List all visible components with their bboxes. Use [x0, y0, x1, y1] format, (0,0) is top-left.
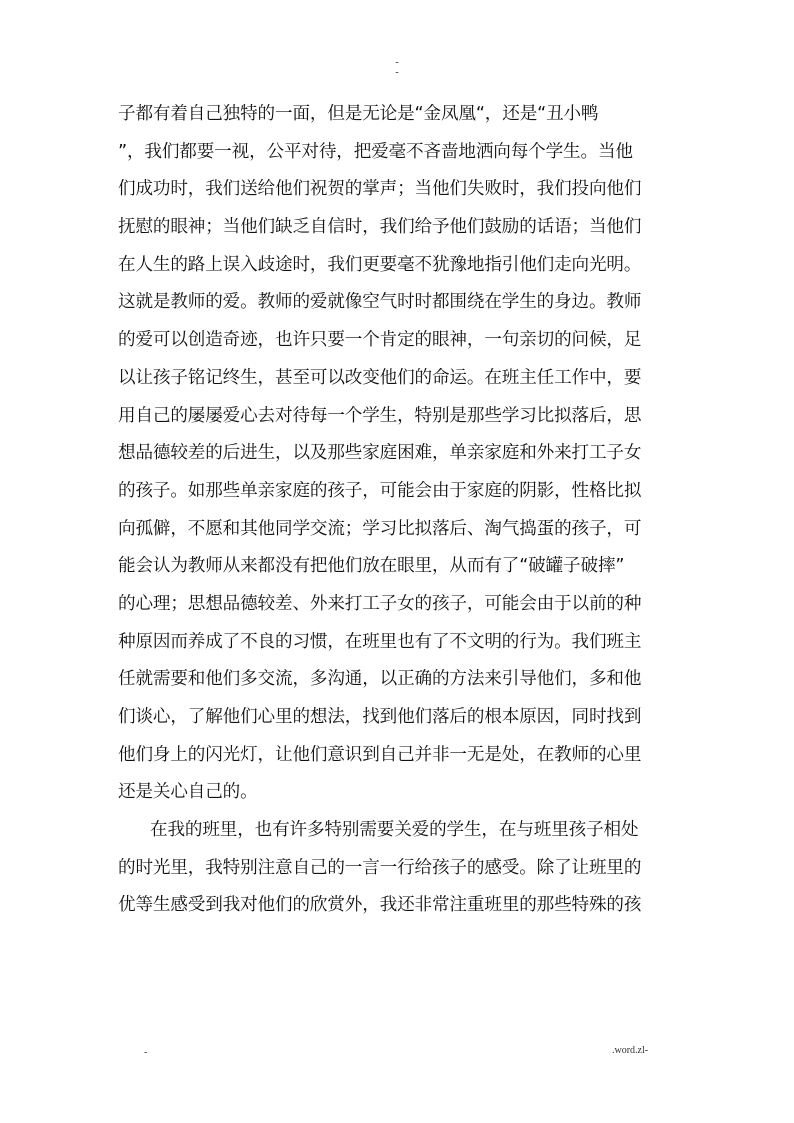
- footer-watermark: .word.zl-: [612, 1045, 649, 1056]
- document-body: [118, 96, 676, 925]
- text-line: 能会认为教师从来都没有把他们放在眼里，从而有了“破罐子破摔”: [118, 556, 625, 577]
- text-line: ”，我们都要一视，公平对待，把爱毫不吝啬地洒向每个学生。当他: [118, 141, 633, 162]
- text-line: 他们身上的闪光灯，让他们意识到自己并非一无是处，在教师的心里: [118, 744, 642, 765]
- text-line: 想品德较差的后进生，以及那些家庭困难，单亲家庭和外来打工子女: [118, 443, 642, 464]
- text-line: 这就是教师的爱。教师的爱就像空气时时都围绕在学生的身边。教师: [118, 292, 642, 313]
- footer-left-mark: -: [144, 1047, 148, 1058]
- text-line: 的时光里，我特别注意自己的一言一行给孩子的感受。除了让班里的: [118, 857, 642, 878]
- text-line: 的孩子。如那些单亲家庭的孩子，可能会由于家庭的阴影，性格比拟: [118, 480, 642, 501]
- text-line: 种原因而养成了不良的习惯，在班里也有了不文明的行为。我们班主: [118, 631, 642, 652]
- text-line: 任就需要和他们多交流，多沟通，以正确的方法来引导他们，多和他: [118, 669, 642, 690]
- text-line: 的心理；思想品德较差、外来打工子女的孩子，可能会由于以前的种: [118, 593, 642, 614]
- text-line: 在人生的路上误入歧途时，我们更要毫不犹豫地指引他们走向光明。: [118, 254, 642, 275]
- paragraph-start-line: 在我的班里，也有许多特别需要关爱的学生，在与班里孩子相处: [150, 820, 639, 841]
- header-mark-top: -: [395, 57, 399, 68]
- text-line: 抚慰的眼神；当他们缺乏自信时，我们给予他们鼓励的话语；当他们: [118, 217, 642, 238]
- text-line: 们谈心，了解他们心里的想法，找到他们落后的根本原因，同时找到: [118, 707, 642, 727]
- text-line: 们成功时，我们送给他们祝贺的掌声；当他们失败时，我们投向他们: [118, 179, 642, 200]
- text-line: 的爱可以创造奇迹，也许只要一个肯定的眼神，一句亲切的问候，足: [118, 330, 642, 351]
- page-header: [0, 58, 794, 78]
- text-line: 向孤僻，不愿和其他同学交流；学习比拟落后、淘气捣蛋的孩子，可: [118, 518, 642, 539]
- text-line: 用自己的屡屡爱心去对待每一个学生，特别是那些学习比拟落后，思: [118, 405, 642, 426]
- text-line: 以让孩子铭记终生，甚至可以改变他们的命运。在班主任工作中，要: [118, 367, 642, 388]
- header-mark-bottom: -: [395, 67, 399, 78]
- text-line: 子都有着自己独特的一面，但是无论是“金凤凰“，还是“丑小鸭: [118, 104, 599, 124]
- text-line: 优等生感受到我对他们的欣赏外，我还非常注重班里的那些特殊的孩: [118, 895, 642, 916]
- text-line: 还是关心自己的。: [118, 782, 258, 803]
